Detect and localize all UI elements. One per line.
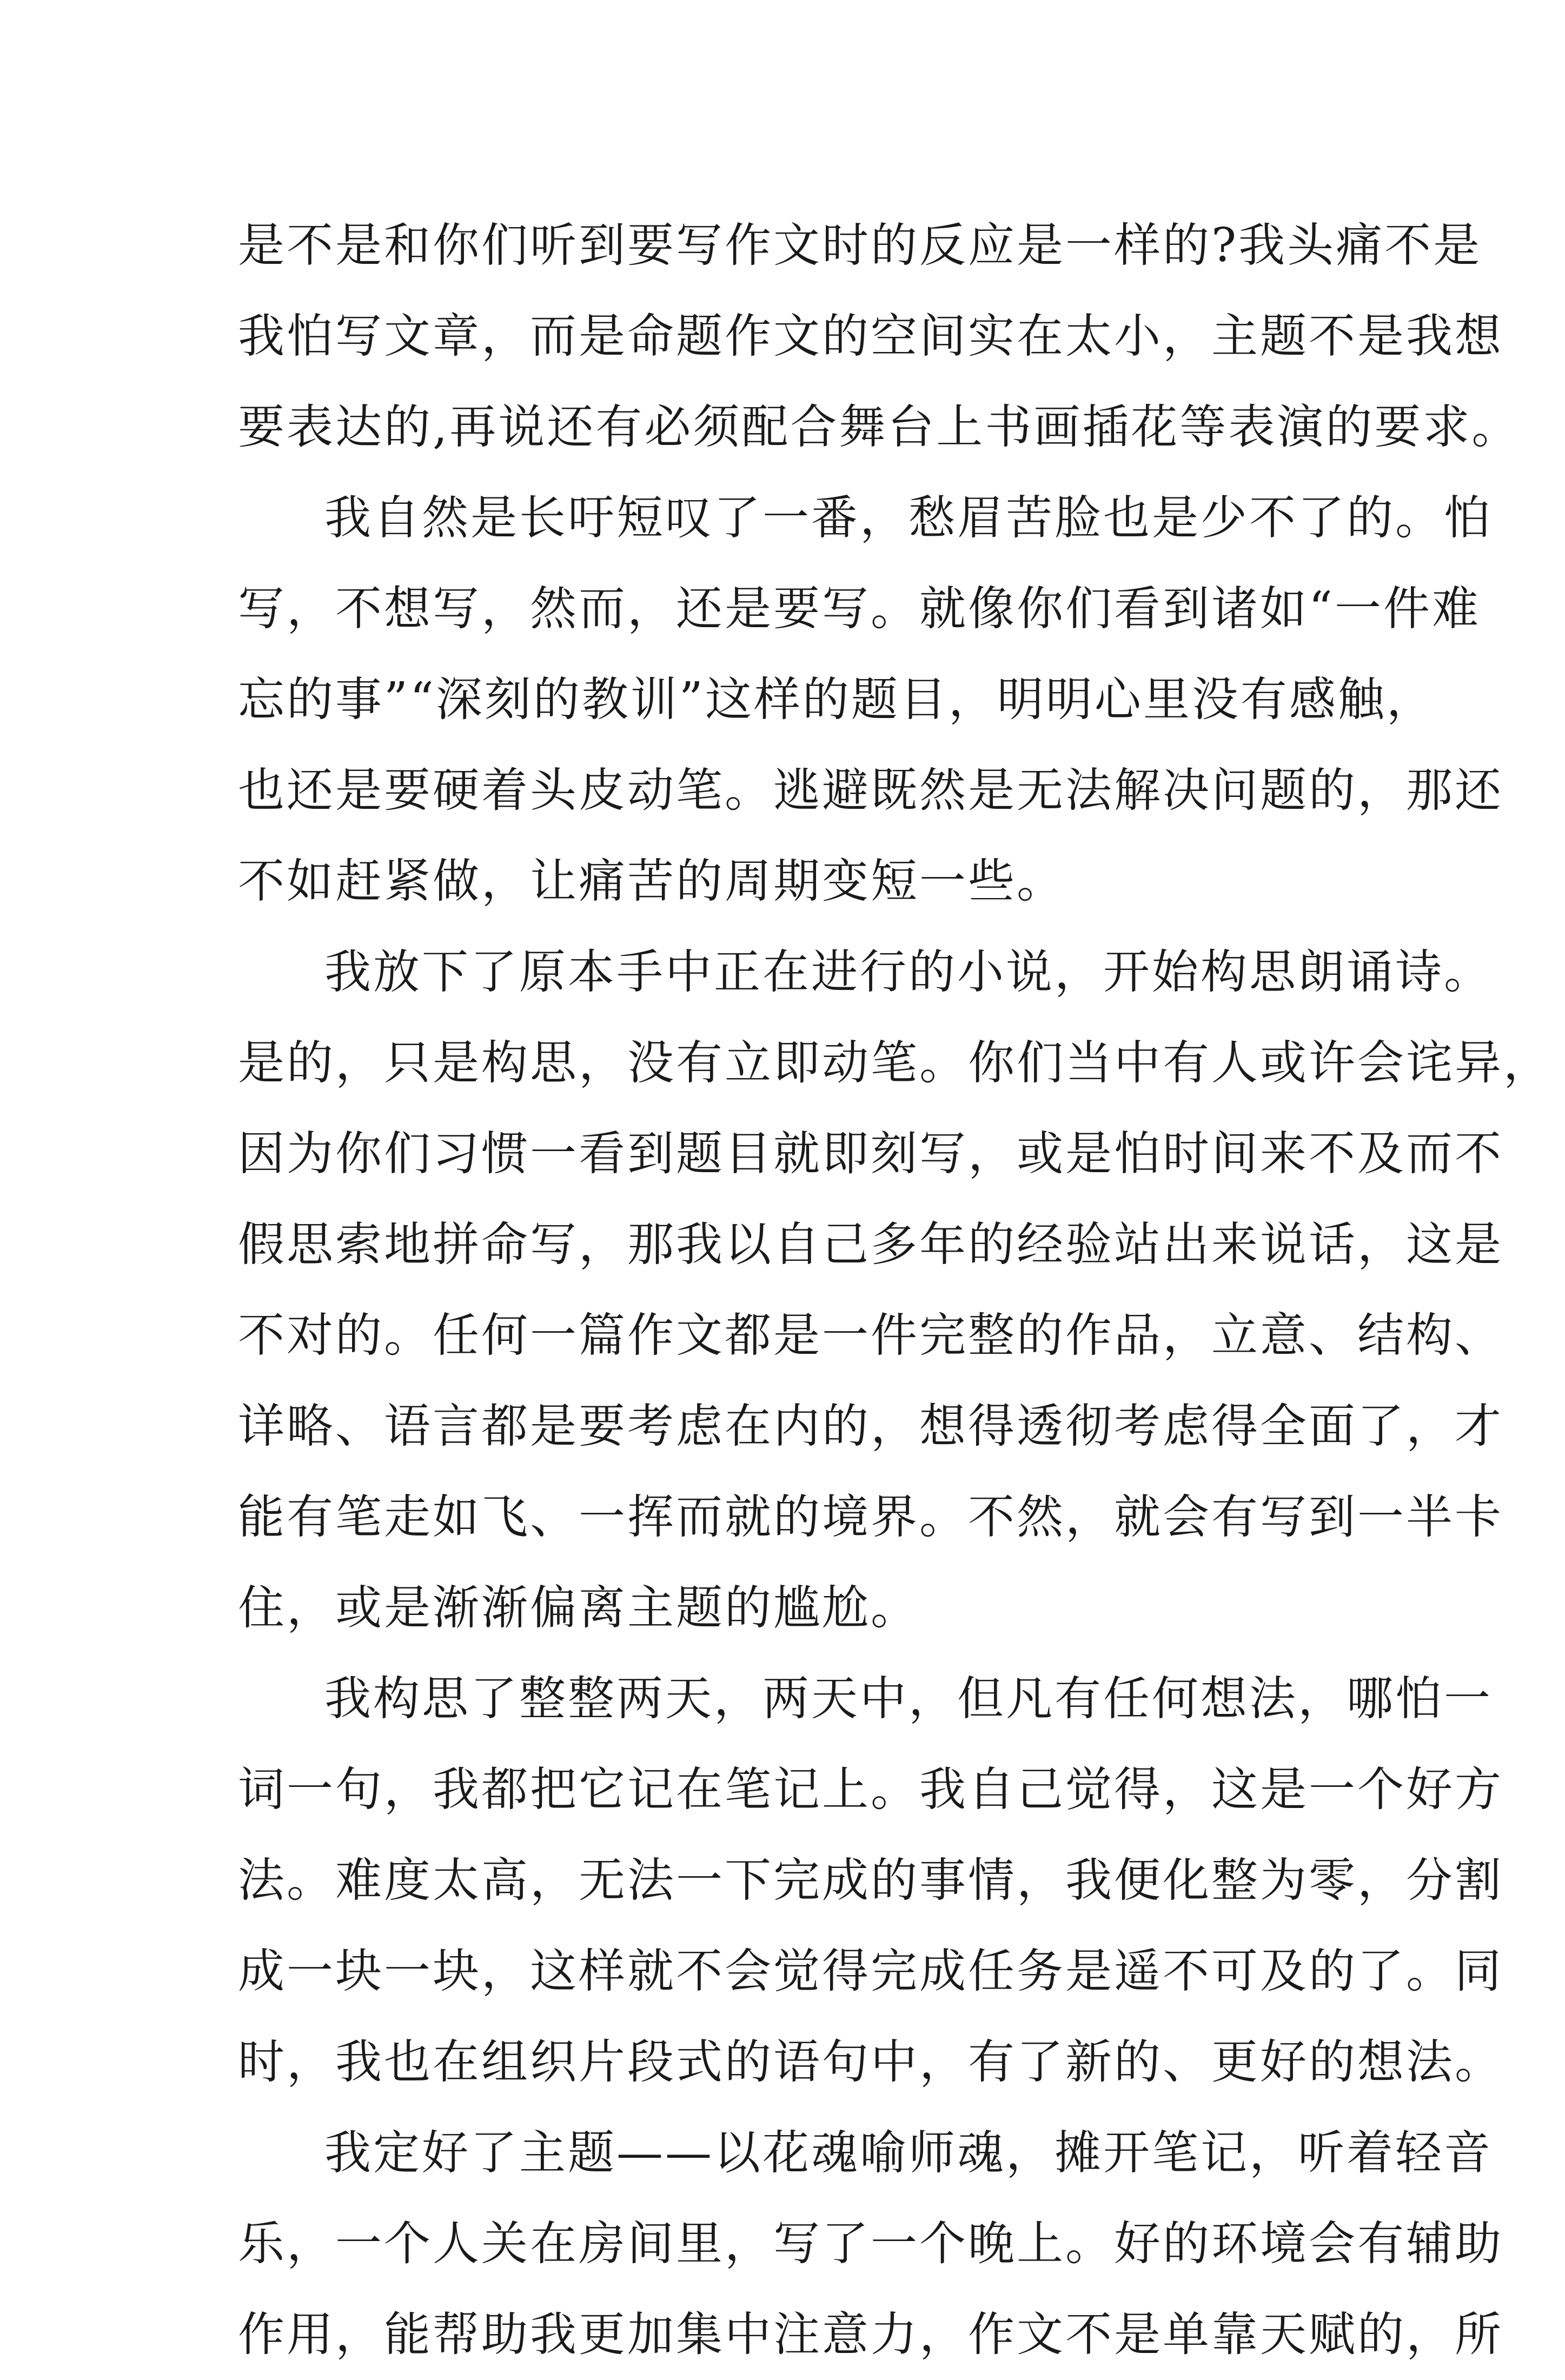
text-line: 忘的事”“深刻的教训”这样的题目，明明心里没有感触， xyxy=(238,673,1435,727)
text-line: 也还是要硬着头皮动笔。逃避既然是无法解决问题的，那还 xyxy=(238,763,1503,817)
text-line: 我怕写文章，而是命题作文的空间实在太小，主题不是我想 xyxy=(238,309,1503,363)
text-line: 不如赶紧做，让痛苦的周期变短一些。 xyxy=(238,854,1065,908)
text-line: 时，我也在组织片段式的语句中，有了新的、更好的想法。 xyxy=(238,2035,1503,2089)
text-line: 我放下了原本手中正在进行的小说，开始构思朗诵诗。 xyxy=(324,945,1493,999)
text-line: 词一句，我都把它记在笔记上。我自己觉得，这是一个好方 xyxy=(238,1763,1503,1817)
text-line: 不对的。任何一篇作文都是一件完整的作品，立意、结构、 xyxy=(238,1308,1503,1362)
body-text xyxy=(238,200,1552,2380)
text-line: 因为你们习惯一看到题目就即刻写，或是怕时间来不及而不 xyxy=(238,1127,1503,1181)
text-line: 能有笔走如飞、一挥而就的境界。不然，就会有写到一半卡 xyxy=(238,1490,1503,1544)
text-line: 我构思了整整两天，两天中，但凡有任何想法，哪怕一 xyxy=(324,1672,1493,1726)
text-line: 乐，一个人关在房间里，写了一个晚上。好的环境会有辅助 xyxy=(238,2217,1503,2271)
text-line: 法。难度太高，无法一下完成的事情，我便化整为零，分割 xyxy=(238,1853,1503,1907)
text-line: 要表达的,再说还有必须配合舞台上书画插花等表演的要求。 xyxy=(238,400,1521,454)
text-line: 写，不想写，然而，还是要写。就像你们看到诸如“一件难 xyxy=(238,582,1481,636)
text-line: 作用，能帮助我更加集中注意力，作文不是单靠天赋的，所 xyxy=(238,2308,1503,2362)
text-line: 是的，只是构思，没有立即动笔。你们当中有人或许会诧异， xyxy=(238,1036,1552,1090)
text-line: 我定好了主题——以花魂喻师魂，摊开笔记，听着轻音 xyxy=(324,2126,1493,2180)
text-line: 我自然是长吁短叹了一番，愁眉苦脸也是少不了的。怕 xyxy=(324,491,1493,545)
text-line: 是不是和你们听到要写作文时的反应是一样的?我头痛不是 xyxy=(238,218,1482,272)
text-line: 成一块一块，这样就不会觉得完成任务是遥不可及的了。同 xyxy=(238,1944,1503,1998)
text-line: 假思索地拼命写，那我以自己多年的经验站出来说话，这是 xyxy=(238,1218,1503,1272)
text-line: 详略、语言都是要考虑在内的，想得透彻考虑得全面了，才 xyxy=(238,1399,1503,1453)
text-line: 住，或是渐渐偏离主题的尴尬。 xyxy=(238,1581,919,1635)
